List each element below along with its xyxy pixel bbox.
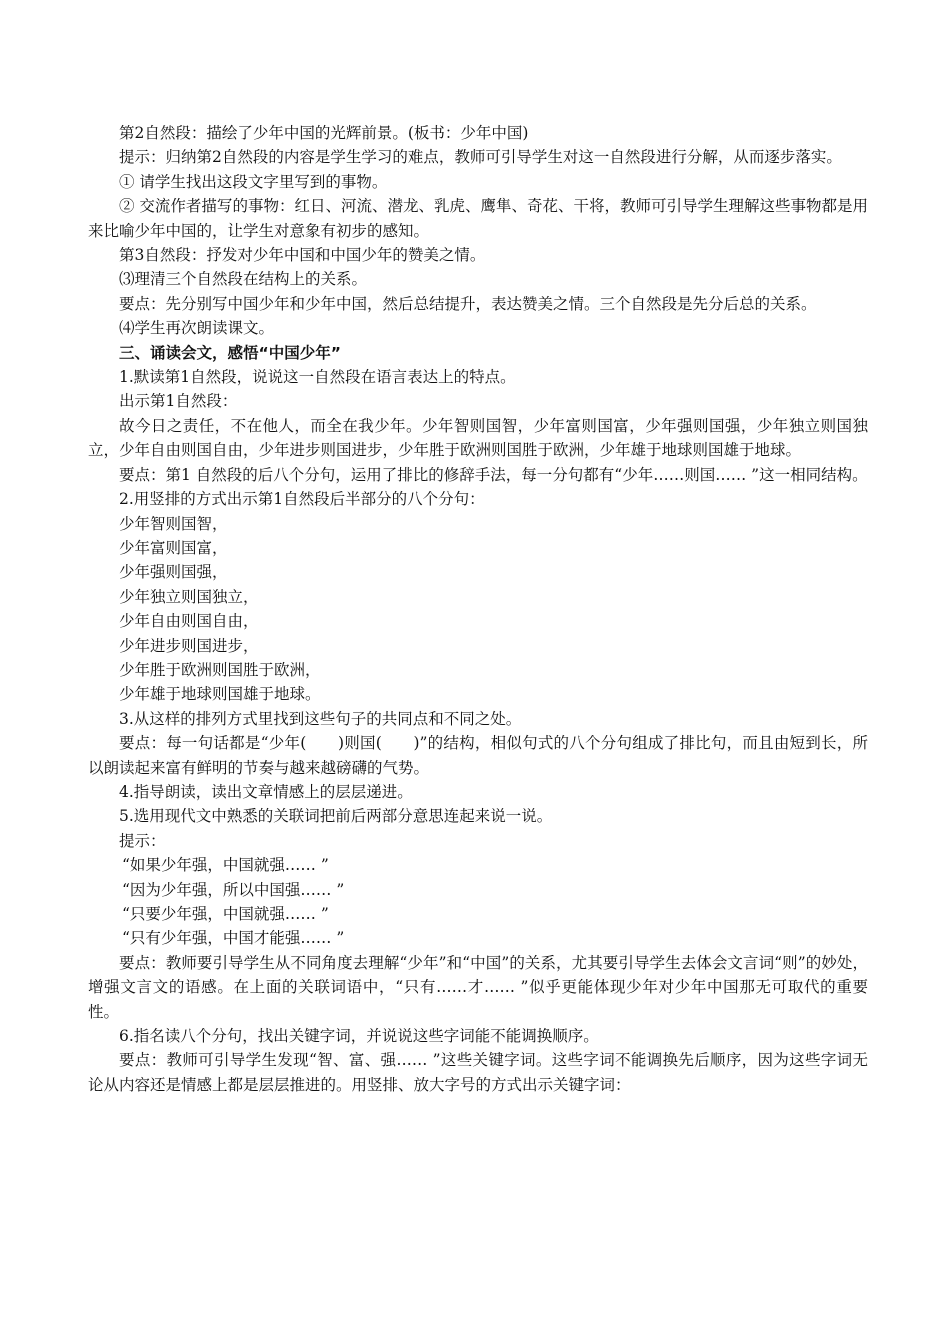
paragraph: 提示：归纳第2自然段的内容是学生学习的难点，教师可引导学生对这一自然段进行分解，从而逐步落实。 <box>119 148 842 167</box>
list-item: ② 交流作者描写的事物：红日、河流、潜龙、乳虎、鹰隼、奇花、干将，教师可引导学生理解这些事物都是用来比喻少年中国的，让学生对意象有初步的感知。 <box>88 197 868 240</box>
verse-line: 少年强则国强， <box>119 563 228 582</box>
paragraph: 第3自然段：抒发对少年中国和中国少年的赞美之情。 <box>119 246 486 265</box>
example-line: “只要少年强，中国就强…… ” <box>122 905 329 923</box>
paragraph: 1.默读第1自然段，说说这一自然段在语言表达上的特点。 <box>119 368 516 387</box>
paragraph: 3.从这样的排列方式里找到这些句子的共同点和不同之处。 <box>119 709 522 728</box>
verse-line: 少年自由则国自由， <box>119 612 259 631</box>
paragraph: 要点：先分别写中国少年和少年中国，然后总结提升，表达赞美之情。三个自然段是先分后总的关系。 <box>119 294 817 313</box>
paragraph: 提示： <box>119 831 166 850</box>
quoted-passage: 故今日之责任，不在他人，而全在我少年。少年智则国智，少年富则国富，少年强则国强，少年独立则国独立，少年自由则国自由，少年进步则国进步，少年胜于欧洲则国胜于欧洲，少年雄于地球则国雄于地球。 <box>88 416 868 460</box>
paragraph: 要点：第1 自然段的后八个分句，运用了排比的修辞手法，每一分句都有“少年……则国…… ”这一相同结构。 <box>119 465 868 484</box>
paragraph: 要点：教师可引导学生发现“智、富、强…… ”这些关键字词。这些字词不能调换先后顺序，因为这些字词无论从内容还是情感上都是层层推进的。用竖排、放大字号的方式出示关键字词： <box>88 1051 868 1094</box>
verse-line: 少年智则国智， <box>119 514 228 533</box>
verse-line: 少年独立则国独立， <box>119 587 259 606</box>
paragraph: 2.用竖排的方式出示第1自然段后半部分的八个分句： <box>119 490 485 509</box>
paragraph: ⑶理清三个自然段在结构上的关系。 <box>119 270 368 289</box>
paragraph: 出示第1自然段： <box>119 392 238 411</box>
section-heading: 三、诵读会文，感悟“中国少年” <box>119 343 341 362</box>
paragraph: ⑷学生再次朗读课文。 <box>119 319 275 338</box>
list-item: ① 请学生找出这段文字里写到的事物。 <box>119 172 388 191</box>
example-line: “如果少年强，中国就强…… ” <box>122 856 329 875</box>
paragraph: 6.指名读八个分句，找出关键字词，并说说这些字词能不能调换顺序。 <box>119 1027 599 1046</box>
verse-line: 少年进步则国进步， <box>119 636 259 655</box>
verse-line: 少年胜于欧洲则国胜于欧洲， <box>119 660 321 679</box>
paragraph: 要点：每一句话都是“少年( )则国( )”的结构，相似句式的八个分句组成了排比句，而且由短到长，所以朗读起来富有鲜明的节奏与越来越磅礴的气势。 <box>88 734 868 777</box>
document-body <box>88 121 868 1097</box>
paragraph: 4.指导朗读，读出文章情感上的层层递进。 <box>119 782 413 801</box>
paragraph: 第2自然段：描绘了少年中国的光辉前景。(板书：少年中国) <box>119 124 529 142</box>
example-line: “只有少年强，中国才能强…… ” <box>122 929 345 948</box>
verse-line: 少年雄于地球则国雄于地球。 <box>119 685 321 704</box>
example-line: “因为少年强，所以中国强…… ” <box>122 880 345 899</box>
paragraph: 5.选用现代文中熟悉的关联词把前后两部分意思连起来说一说。 <box>119 807 553 826</box>
paragraph: 要点：教师要引导学生从不同角度去理解“少年”和“中国”的关系，尤其要引导学生去体会文言词“则”的妙处，增强文言文的语感。在上面的关联词语中，“只有……才…… ”似乎更能体现少年对少年中国那无可取代的重要性。 <box>88 953 868 1021</box>
verse-line: 少年富则国富， <box>119 538 228 557</box>
